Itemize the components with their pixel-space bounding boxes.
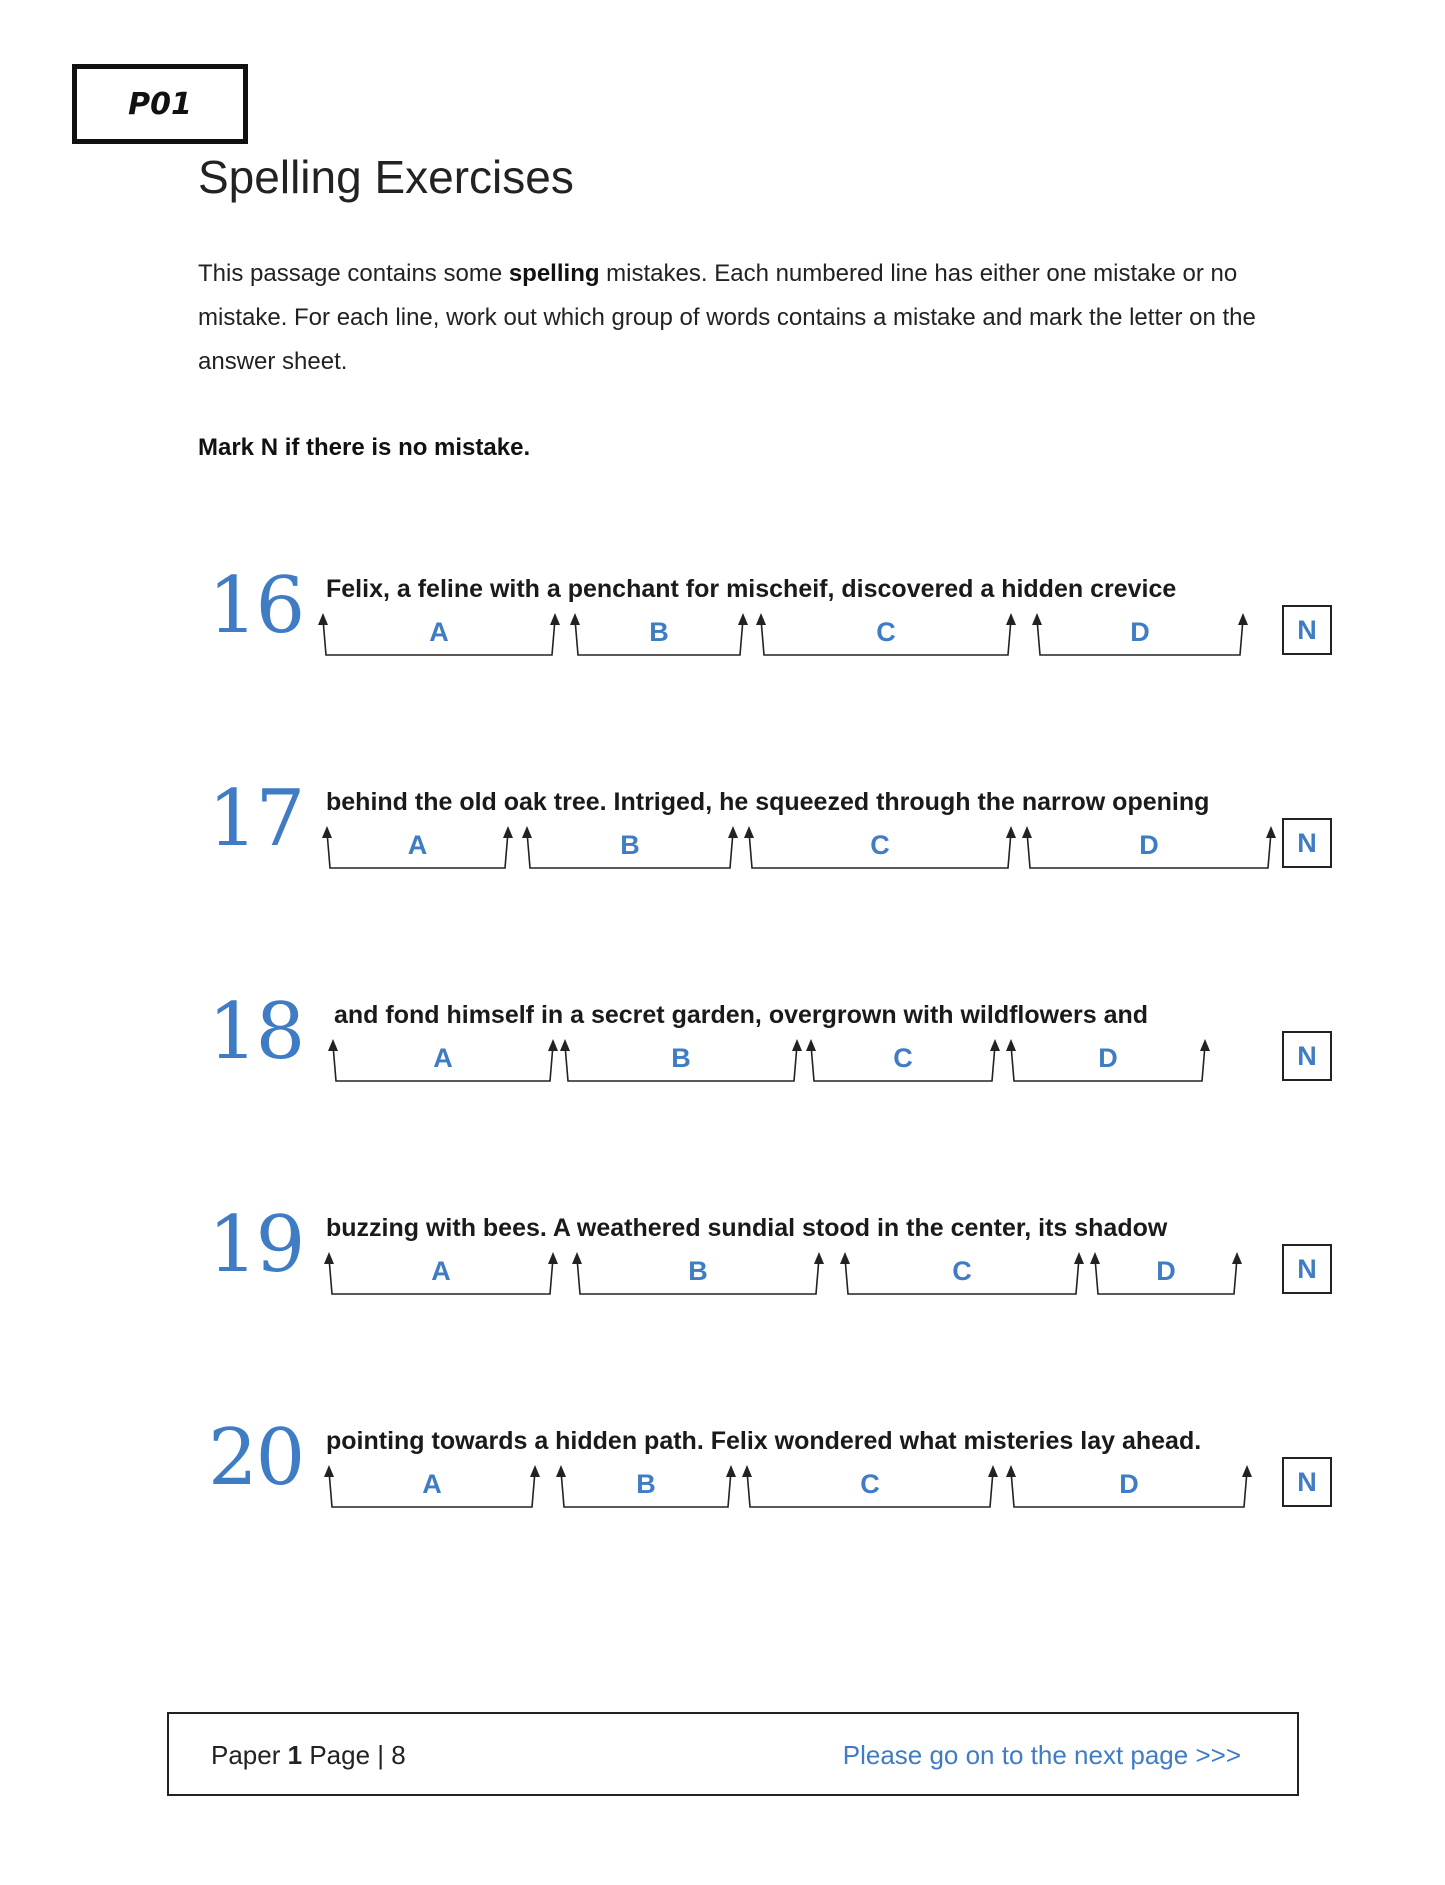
option-c-bracket[interactable] (744, 826, 1016, 868)
question-20 (0, 1413, 1445, 1557)
question-17 (0, 774, 1445, 918)
question-number: 17 (208, 774, 304, 864)
instructions (198, 252, 1298, 384)
option-brackets (0, 1204, 1445, 1344)
option-letter[interactable]: B (671, 1043, 691, 1073)
option-letter[interactable]: B (688, 1256, 708, 1286)
option-c-bracket[interactable] (840, 1252, 1084, 1294)
question-sentence: pointing towards a hidden path. Felix wondered what misteries lay ahead. (326, 1427, 1202, 1455)
question-18 (0, 987, 1445, 1131)
no-mistake-option[interactable]: N (1282, 818, 1332, 868)
option-c-bracket[interactable] (756, 613, 1016, 655)
option-brackets (0, 565, 1445, 705)
option-letter[interactable]: D (1156, 1256, 1176, 1286)
no-mistake-instruction: Mark N if there is no mistake. (198, 434, 531, 461)
option-letter[interactable]: D (1139, 830, 1159, 860)
question-number: 20 (208, 1413, 304, 1503)
option-letter[interactable]: B (620, 830, 640, 860)
option-b-bracket[interactable] (570, 613, 748, 655)
option-d-bracket[interactable] (1006, 1039, 1210, 1081)
option-letter[interactable]: C (860, 1469, 880, 1499)
option-a-bracket[interactable] (324, 1465, 540, 1507)
option-d-bracket[interactable] (1090, 1252, 1242, 1294)
question-19 (0, 1200, 1445, 1344)
question-16 (0, 561, 1445, 705)
option-letter[interactable]: B (636, 1469, 656, 1499)
no-mistake-option[interactable]: N (1282, 605, 1332, 655)
page-indicator (211, 1740, 406, 1771)
option-letter[interactable]: C (893, 1043, 913, 1073)
option-b-bracket[interactable] (556, 1465, 736, 1507)
option-b-bracket[interactable] (522, 826, 738, 868)
paper-number: 1 (287, 1740, 303, 1770)
option-letter[interactable]: D (1130, 617, 1150, 647)
option-b-bracket[interactable] (560, 1039, 802, 1081)
option-a-bracket[interactable] (324, 1252, 558, 1294)
option-letter[interactable]: A (407, 830, 428, 860)
no-mistake-option[interactable]: N (1282, 1457, 1332, 1507)
instructions-bold: spelling (508, 260, 600, 287)
page-label: Page | 8 (309, 1740, 406, 1770)
footer (167, 1712, 1299, 1796)
question-sentence: buzzing with bees. A weathered sundial stood in the center, its shadow (326, 1214, 1168, 1242)
option-d-bracket[interactable] (1022, 826, 1276, 868)
question-sentence: behind the old oak tree. Intriged, he squeezed through the narrow opening (326, 788, 1210, 816)
question-sentence: and fond himself in a secret garden, overgrown with wildflowers and (334, 1001, 1149, 1029)
option-letter[interactable]: A (422, 1469, 442, 1499)
option-d-bracket[interactable] (1032, 613, 1248, 655)
paper-label: Paper (211, 1740, 281, 1770)
question-number: 18 (208, 987, 304, 1077)
next-page-link[interactable]: Please go on to the next page >>> (842, 1740, 1241, 1770)
question-sentence: Felix, a feline with a penchant for mischeif, discovered a hidden crevice (326, 575, 1177, 603)
option-a-bracket[interactable] (322, 826, 513, 868)
option-letter[interactable]: C (952, 1256, 972, 1286)
option-brackets (0, 1417, 1445, 1557)
option-letter[interactable]: A (431, 1256, 451, 1286)
option-letter[interactable]: B (649, 617, 669, 647)
option-brackets (0, 778, 1445, 918)
no-mistake-option[interactable]: N (1282, 1244, 1332, 1294)
question-number: 19 (208, 1200, 304, 1290)
option-letter[interactable]: C (870, 830, 890, 860)
option-letter[interactable]: D (1098, 1043, 1118, 1073)
question-number: 16 (208, 561, 304, 651)
option-letter[interactable]: A (433, 1043, 453, 1073)
option-letter[interactable]: A (429, 617, 449, 647)
option-d-bracket[interactable] (1006, 1465, 1252, 1507)
paper-code: P01 (128, 86, 192, 122)
option-a-bracket[interactable] (328, 1039, 558, 1081)
instructions-before: This passage contains some (198, 260, 509, 287)
paper-code-box (72, 64, 248, 144)
option-letter[interactable]: C (876, 617, 896, 647)
page-title: Spelling Exercises (198, 151, 574, 203)
option-b-bracket[interactable] (572, 1252, 824, 1294)
option-c-bracket[interactable] (806, 1039, 1000, 1081)
option-a-bracket[interactable] (318, 613, 560, 655)
option-brackets (0, 991, 1445, 1131)
instructions-after: mistakes. Each numbered line has either one mistake or no mistake. For each line, work out which group of words contains a mistake and mark the letter on the answer sheet. (198, 260, 1256, 375)
option-c-bracket[interactable] (742, 1465, 998, 1507)
option-letter[interactable]: D (1119, 1469, 1139, 1499)
no-mistake-option[interactable]: N (1282, 1031, 1332, 1081)
